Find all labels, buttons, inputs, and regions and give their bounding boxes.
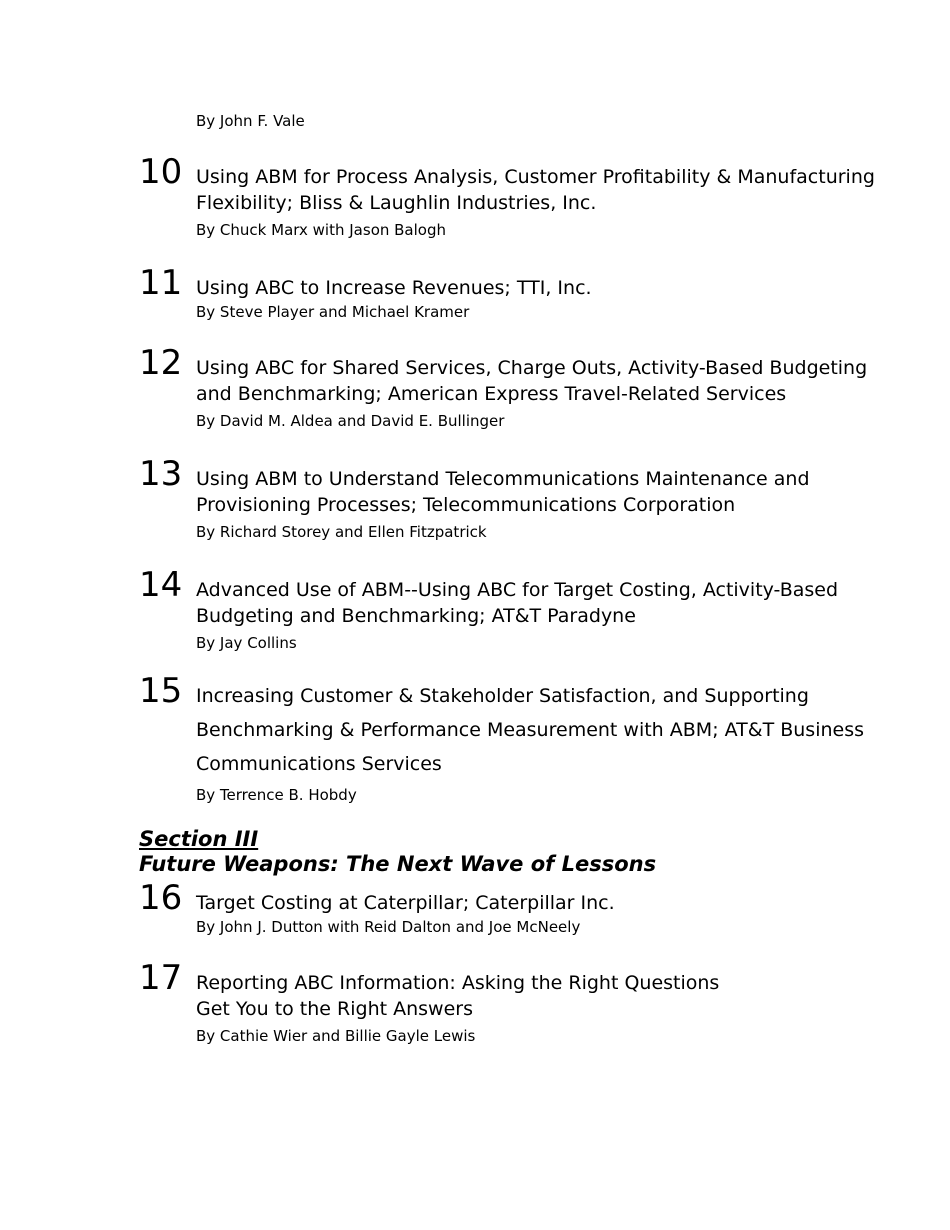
- chapter-14-byline: By Jay Collins: [196, 634, 297, 652]
- section-label: Section III: [139, 827, 259, 851]
- chapter-12-byline: By David M. Aldea and David E. Bullinger: [196, 412, 505, 430]
- chapter-14-number: 14: [139, 565, 183, 605]
- chapter-10-byline: By Chuck Marx with Jason Balogh: [196, 221, 446, 239]
- chapter-17-title: Reporting ABC Information: Asking the Right Questions Get You to the Right Answers: [196, 972, 720, 1020]
- chapter-12-title: Using ABC for Shared Services, Charge Outs, Activity-Based Budgeting and Benchmarking; American Express Travel-Related Services: [196, 357, 868, 405]
- chapter-11-byline: By Steve Player and Michael Kramer: [196, 303, 470, 321]
- chapter-10-title: Using ABM for Process Analysis, Customer Profitability & Manufacturing Flexibility; Bliss & Laughlin Industries, Inc.: [196, 166, 875, 214]
- chapter-17-number: 17: [139, 958, 183, 998]
- chapter-10-number: 10: [139, 152, 183, 192]
- chapter-16-byline: By John J. Dutton with Reid Dalton and Joe McNeely: [196, 918, 581, 936]
- chapter-14-title: Advanced Use of ABM--Using ABC for Target Costing, Activity-Based Budgeting and Benchmarking; AT&T Paradyne: [196, 579, 839, 627]
- chapter-15-title: Increasing Customer & Stakeholder Satisfaction, and Supporting Benchmarking & Performance Measurement with ABM; AT&T Business Communications Services: [196, 685, 865, 775]
- chapter-11-title: Using ABC to Increase Revenues; TTI, Inc.: [196, 277, 592, 299]
- chapter-9-byline: By John F. Vale: [196, 112, 305, 130]
- section-title: Future Weapons: The Next Wave of Lessons: [139, 852, 657, 876]
- chapter-12-number: 12: [139, 343, 183, 383]
- chapter-17-byline: By Cathie Wier and Billie Gayle Lewis: [196, 1027, 476, 1045]
- chapter-13-byline: By Richard Storey and Ellen Fitzpatrick: [196, 523, 487, 541]
- chapter-15-byline: By Terrence B. Hobdy: [196, 786, 357, 804]
- chapter-13-title: Using ABM to Understand Telecommunications Maintenance and Provisioning Processes; Telecommunications Corporation: [196, 468, 810, 516]
- chapter-13-number: 13: [139, 454, 183, 494]
- chapter-15-number: 15: [139, 671, 183, 711]
- chapter-16-title: Target Costing at Caterpillar; Caterpillar Inc.: [196, 892, 615, 914]
- chapter-11-number: 11: [139, 263, 183, 303]
- chapter-16-number: 16: [139, 878, 183, 918]
